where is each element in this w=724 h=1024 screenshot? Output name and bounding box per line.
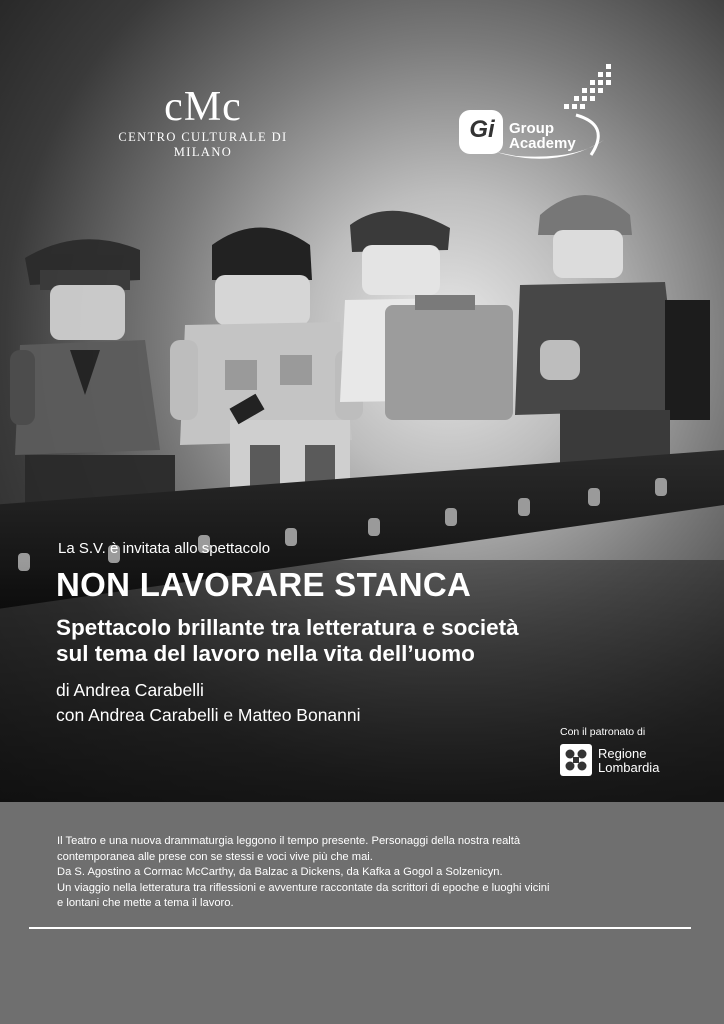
- event-subtitle-line1: Spettacolo brillante tra letteratura e società: [56, 615, 519, 640]
- regione-line1: Regione: [598, 746, 647, 761]
- event-title: NON LAVORARE STANCA: [56, 566, 472, 603]
- gi-logo-line2: Academy: [509, 135, 576, 152]
- divider-rule: [29, 927, 691, 929]
- description-line: e lontani che mette a tema il lavoro.: [57, 897, 234, 909]
- event-subtitle: [56, 615, 519, 667]
- gi-logo-mark: Gi: [469, 116, 495, 143]
- cmc-logo-mark: cMc: [164, 84, 242, 130]
- description-text: [57, 834, 677, 912]
- regione-line2: Lombardia: [598, 760, 660, 775]
- invitation-text: La S.V. è invitata allo spettacolo: [58, 540, 271, 557]
- gi-logo-line1: Group: [509, 120, 554, 137]
- event-author: di Andrea Carabelli: [56, 680, 204, 700]
- figure-worker: [170, 228, 363, 501]
- description-line: Da S. Agostino a Cormac McCarthy, da Balzac a Dickens, da Kafka a Gogol a Solzenicyn.: [57, 866, 503, 878]
- figure-conductor: [10, 239, 175, 515]
- description-line: Il Teatro e una nuova drammaturgia leggono il tempo presente. Personaggi della nostra realtà: [57, 835, 521, 847]
- regione-lombardia-logo: [560, 744, 690, 784]
- cmc-logo-name: CENTRO CULTURALE DI MILANO: [118, 130, 288, 159]
- figure-businessman: [340, 211, 513, 420]
- patronage-label: Con il patronato di: [560, 726, 646, 738]
- description-line: contemporanea alle prese con se stessi e voci vive più che mai.: [57, 850, 373, 863]
- gi-logo-graphic: [456, 60, 616, 170]
- regione-lombardia-icon: [560, 744, 592, 776]
- cmc-logo: [98, 86, 308, 160]
- gi-group-academy-logo: [456, 60, 616, 170]
- event-cast: con Andrea Carabelli e Matteo Bonanni: [56, 705, 361, 725]
- description-line: Un viaggio nella letteratura tra riflessioni e avventure raccontate da scrittori di epoche e luoghi vicini: [57, 881, 550, 894]
- event-credits: [56, 678, 361, 728]
- figure-driver: [515, 195, 710, 480]
- event-subtitle-line2: sul tema del lavoro nella vita dell’uomo: [56, 641, 475, 666]
